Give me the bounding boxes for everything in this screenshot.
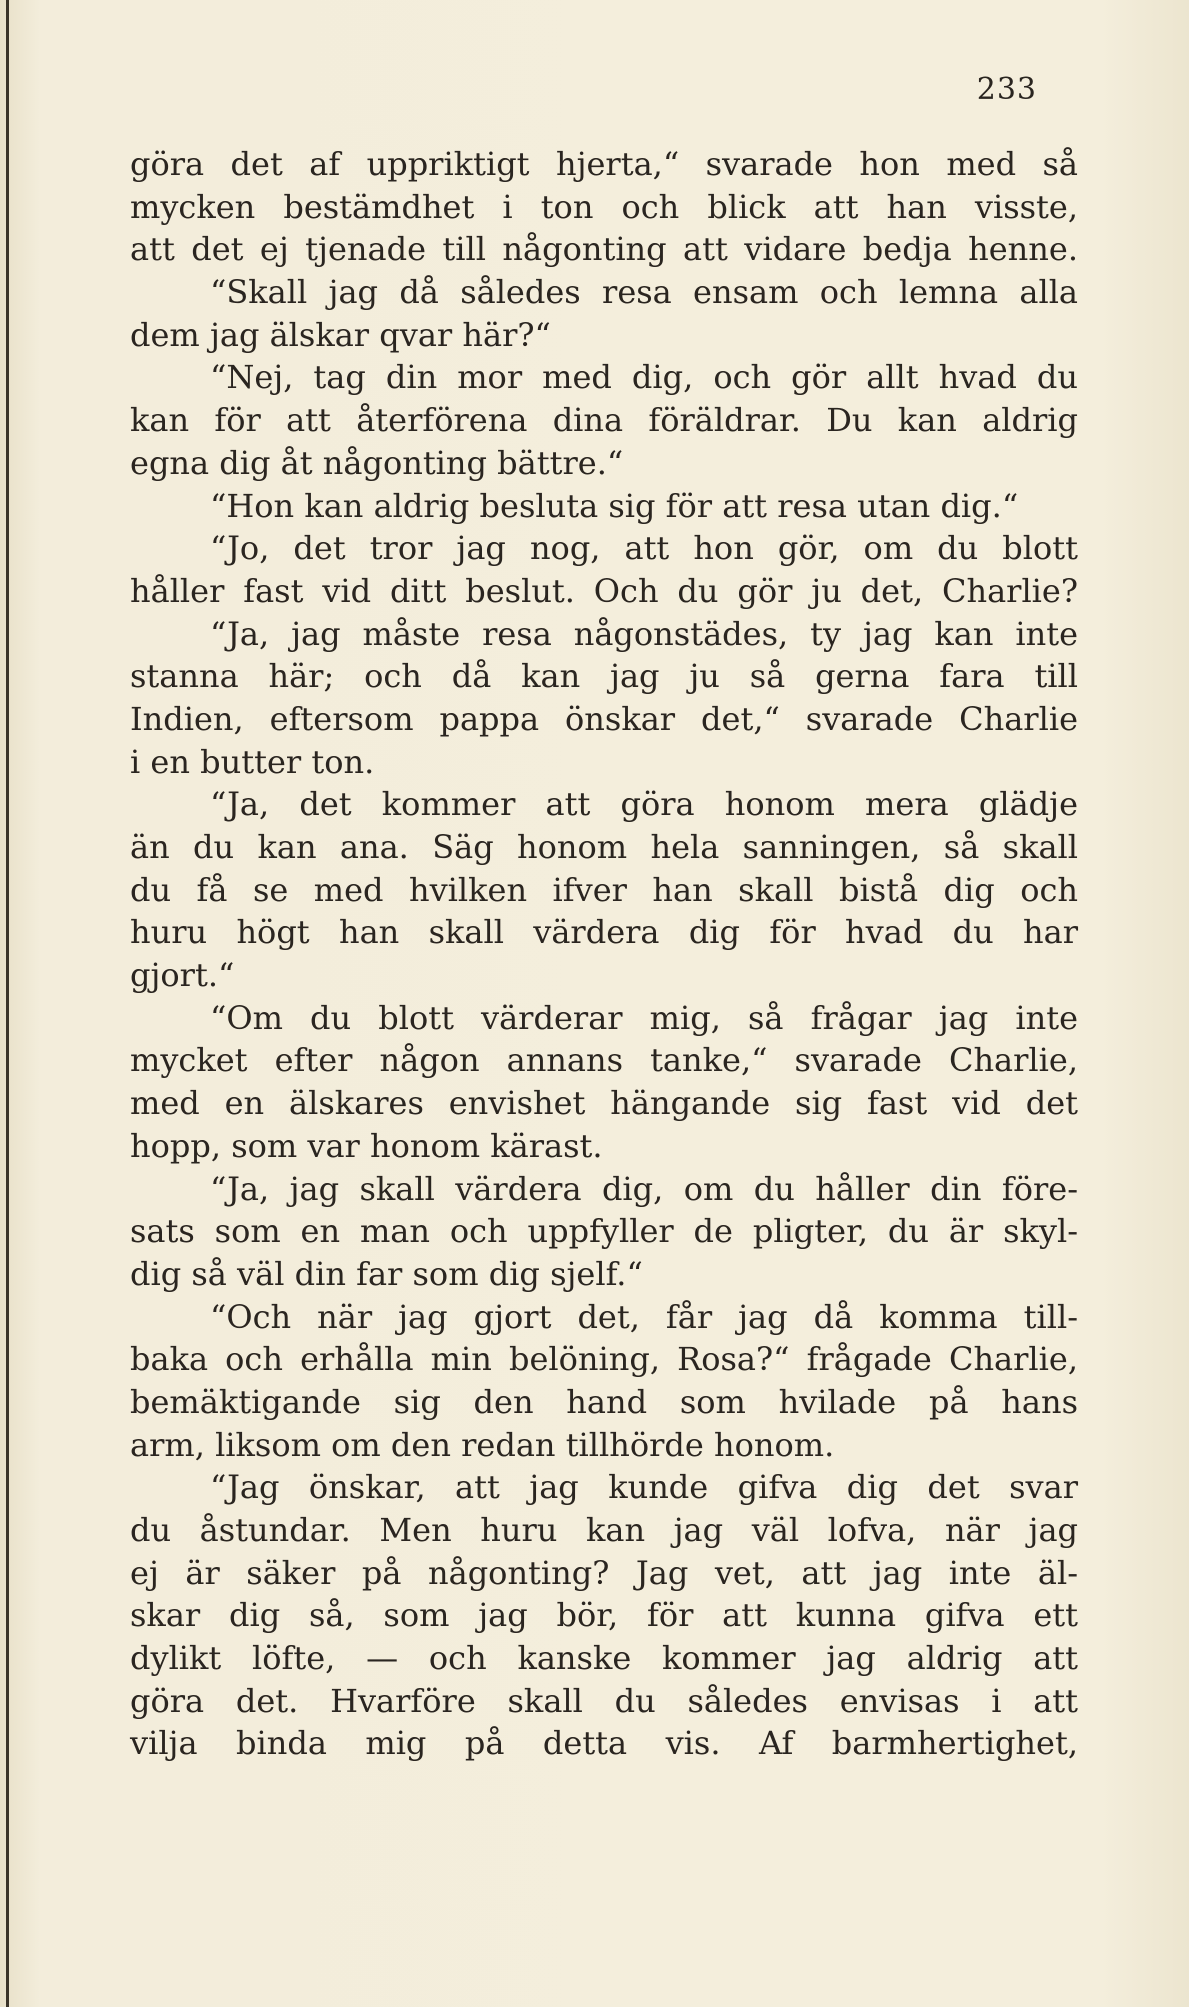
text-line: “Jo, det tror jag nog, att hon gör, om du blott — [210, 529, 1078, 568]
body-text — [130, 143, 1078, 1765]
text-line: “Nej, tag din mor med dig, och gör allt hvad du — [210, 358, 1078, 397]
text-line: dig så väl din far som dig sjelf.“ — [130, 1254, 643, 1293]
text-line: baka och erhålla min belöning, Rosa?“ frågade Charlie, — [130, 1340, 1078, 1379]
text-line: “Och när jag gjort det, får jag då komma till- — [210, 1297, 1078, 1336]
page-edge-line — [6, 0, 9, 2007]
text-line: “Hon kan aldrig besluta sig för att resa utan dig.“ — [210, 486, 1019, 525]
text-line: gjort.“ — [130, 956, 235, 995]
text-line: huru högt han skall värdera dig för hvad du har — [130, 913, 1078, 952]
text-line: än du kan ana. Säg honom hela sanningen, så skall — [130, 828, 1078, 866]
text-line: ej är säker på någonting? Jag vet, att jag inte äl- — [130, 1553, 1078, 1592]
text-line: mycket efter någon annans tanke,“ svarade Charlie, — [130, 1041, 1078, 1080]
text-line: “Om du blott värderar mig, så frågar jag inte — [210, 998, 1078, 1037]
text-line: “Ja, det kommer att göra honom mera glädje — [210, 785, 1078, 824]
text-line: dylikt löfte, — och kanske kommer jag aldrig att — [130, 1639, 1078, 1678]
text-line: kan för att återförena dina föräldrar. Du kan aldrig — [130, 401, 1078, 440]
text-line: göra det af uppriktigt hjerta,“ svarade hon med så — [130, 145, 1078, 183]
page-number: 233 — [976, 72, 1037, 107]
text-line: “Skall jag då således resa ensam och lemna alla — [210, 273, 1078, 312]
text-line: i en butter ton. — [130, 742, 375, 781]
text-line: med en älskares envishet hängande sig fast vid det — [130, 1084, 1078, 1123]
text-line: skar dig så, som jag bör, för att kunna gifva ett — [130, 1596, 1078, 1635]
text-line: Indien, eftersom pappa önskar det,“ svarade Charlie — [130, 699, 1078, 738]
text-line: arm, liksom om den redan tillhörde honom. — [130, 1425, 835, 1464]
text-line: vilja binda mig på detta vis. Af barmhertighet, — [130, 1724, 1078, 1763]
text-line: göra det. Hvarföre skall du således envisas i att — [130, 1681, 1078, 1720]
text-line: hopp, som var honom kärast. — [130, 1126, 603, 1165]
text-line: att det ej tjenade till någonting att vidare bedja henne. — [130, 230, 1078, 269]
text-line: sats som en man och uppfyller de pligter, du är skyl- — [130, 1212, 1078, 1251]
text-line: du åstundar. Men huru kan jag väl lofva, när jag — [130, 1511, 1078, 1549]
text-line: stanna här; och då kan jag ju så gerna fara till — [130, 657, 1078, 696]
text-line: “Ja, jag skall värdera dig, om du håller din före- — [210, 1169, 1078, 1208]
text-line: “Ja, jag måste resa någonstädes, ty jag kan inte — [210, 614, 1078, 653]
text-line: egna dig åt någonting bättre.“ — [130, 443, 624, 482]
text-line: “Jag önskar, att jag kunde gifva dig det svar — [210, 1468, 1078, 1507]
text-line: du få se med hvilken ifver han skall bistå dig och — [130, 870, 1078, 909]
text-line: bemäktigande sig den hand som hvilade på hans — [130, 1382, 1078, 1421]
text-line: håller fast vid ditt beslut. Och du gör ju det, Charlie? — [130, 571, 1078, 610]
text-line: dem jag älskar qvar här?“ — [130, 315, 551, 354]
text-line: mycken bestämdhet i ton och blick att han visste, — [130, 187, 1078, 226]
